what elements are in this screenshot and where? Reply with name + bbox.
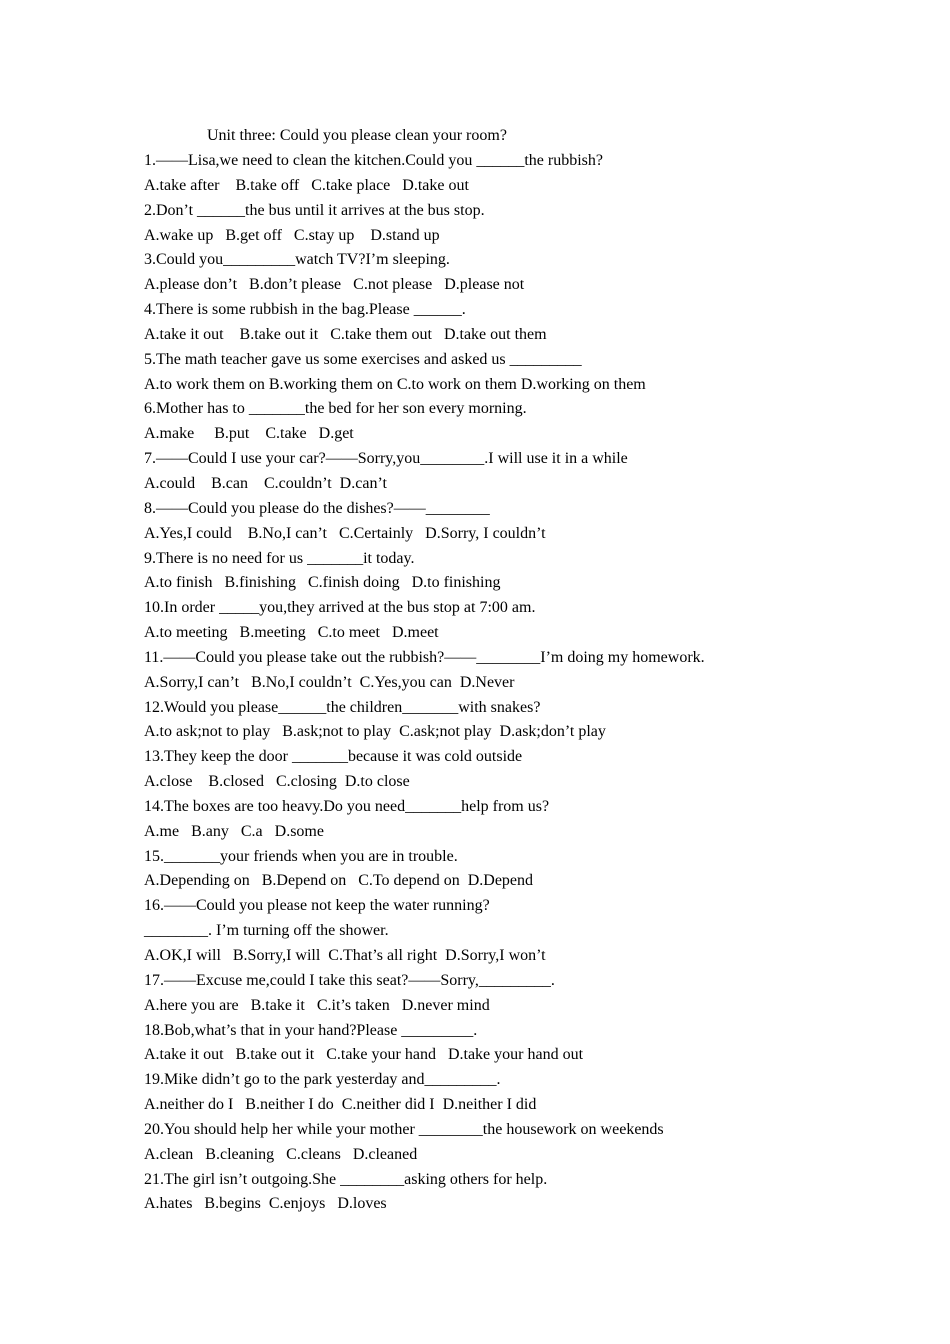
answer-options: A.to work them on B.working them on C.to work on them D.working on them	[144, 375, 646, 393]
question-continuation: ________. I’m turning off the shower.	[144, 922, 389, 940]
answer-options: A.take it out B.take out it C.take your hand D.take your hand out	[144, 1046, 584, 1064]
answer-options: A.Yes,I could B.No,I can’t C.Certainly D.Sorry, I couldn’t	[144, 524, 546, 542]
question-text: 21.The girl isn’t outgoing.She ________asking others for help.	[144, 1170, 548, 1188]
answer-options: A.wake up B.get off C.stay up D.stand up	[144, 226, 440, 244]
answer-options: A.Depending on B.Depend on C.To depend on D.Depend	[144, 872, 534, 890]
answer-options: A.clean B.cleaning C.cleans D.cleaned	[144, 1145, 418, 1163]
question-text: 12.Would you please______the children_______with snakes?	[144, 698, 541, 716]
question-text: 8.——Could you please do the dishes?——________	[144, 499, 490, 517]
answer-options: A.could B.can C.couldn’t D.can’t	[144, 474, 387, 492]
answer-options: A.close B.closed C.closing D.to close	[144, 773, 410, 791]
answer-options: A.please don’t B.don’t please C.not please D.please not	[144, 276, 525, 294]
answer-options: A.to meeting B.meeting C.to meet D.meet	[144, 624, 439, 642]
answer-options: A.Sorry,I can’t B.No,I couldn’t C.Yes,you can D.Never	[144, 673, 515, 691]
question-text: 19.Mike didn’t go to the park yesterday and_________.	[144, 1071, 501, 1089]
answer-options: A.to finish B.finishing C.finish doing D.to finishing	[144, 574, 501, 592]
question-text: 9.There is no need for us _______it today.	[144, 549, 415, 567]
question-text: 4.There is some rubbish in the bag.Please ______.	[144, 301, 466, 319]
question-text: 6.Mother has to _______the bed for her son every morning.	[144, 400, 527, 418]
question-text: 17.——Excuse me,could I take this seat?——Sorry,_________.	[144, 971, 555, 989]
question-text: 2.Don’t ______the bus until it arrives at the bus stop.	[144, 201, 485, 219]
question-text: 10.In order _____you,they arrived at the bus stop at 7:00 am.	[144, 599, 536, 617]
question-text: 16.——Could you please not keep the water running?	[144, 897, 490, 915]
question-text: 20.You should help her while your mother ________the housework on weekends	[144, 1120, 664, 1138]
answer-options: A.take after B.take off C.take place D.take out	[144, 176, 469, 194]
answer-options: A.to ask;not to play B.ask;not to play C.ask;not play D.ask;don’t play	[144, 723, 606, 741]
question-text: 3.Could you_________watch TV?I’m sleeping.	[144, 251, 450, 269]
answer-options: A.me B.any C.a D.some	[144, 822, 324, 840]
question-text: 15._______your friends when you are in trouble.	[144, 847, 458, 865]
answer-options: A.make B.put C.take D.get	[144, 425, 354, 443]
question-text: 11.——Could you please take out the rubbish?——________I’m doing my homework.	[144, 648, 705, 666]
answer-options: A.here you are B.take it C.it’s taken D.never mind	[144, 996, 490, 1014]
question-text: 1.——Lisa,we need to clean the kitchen.Could you ______the rubbish?	[144, 152, 604, 169]
question-text: 14.The boxes are too heavy.Do you need_______help from us?	[144, 797, 550, 815]
question-text: 7.——Could I use your car?——Sorry,you________.I will use it in a while	[144, 450, 628, 468]
question-text: 5.The math teacher gave us some exercises and asked us _________	[144, 350, 582, 368]
document-title: Unit three: Could you please clean your room?	[207, 127, 507, 144]
question-text: 13.They keep the door _______because it was cold outside	[144, 748, 523, 766]
question-list	[144, 151, 904, 1219]
answer-options: A.neither do I B.neither I do C.neither did I D.neither I did	[144, 1096, 537, 1114]
question-text: 18.Bob,what’s that in your hand?Please _________.	[144, 1021, 478, 1039]
answer-options: A.take it out B.take out it C.take them out D.take out them	[144, 325, 547, 343]
answer-options: A.OK,I will B.Sorry,I will C.That’s all right D.Sorry,I won’t	[144, 947, 546, 964]
answer-options: A.hates B.begins C.enjoys D.loves	[144, 1195, 387, 1213]
